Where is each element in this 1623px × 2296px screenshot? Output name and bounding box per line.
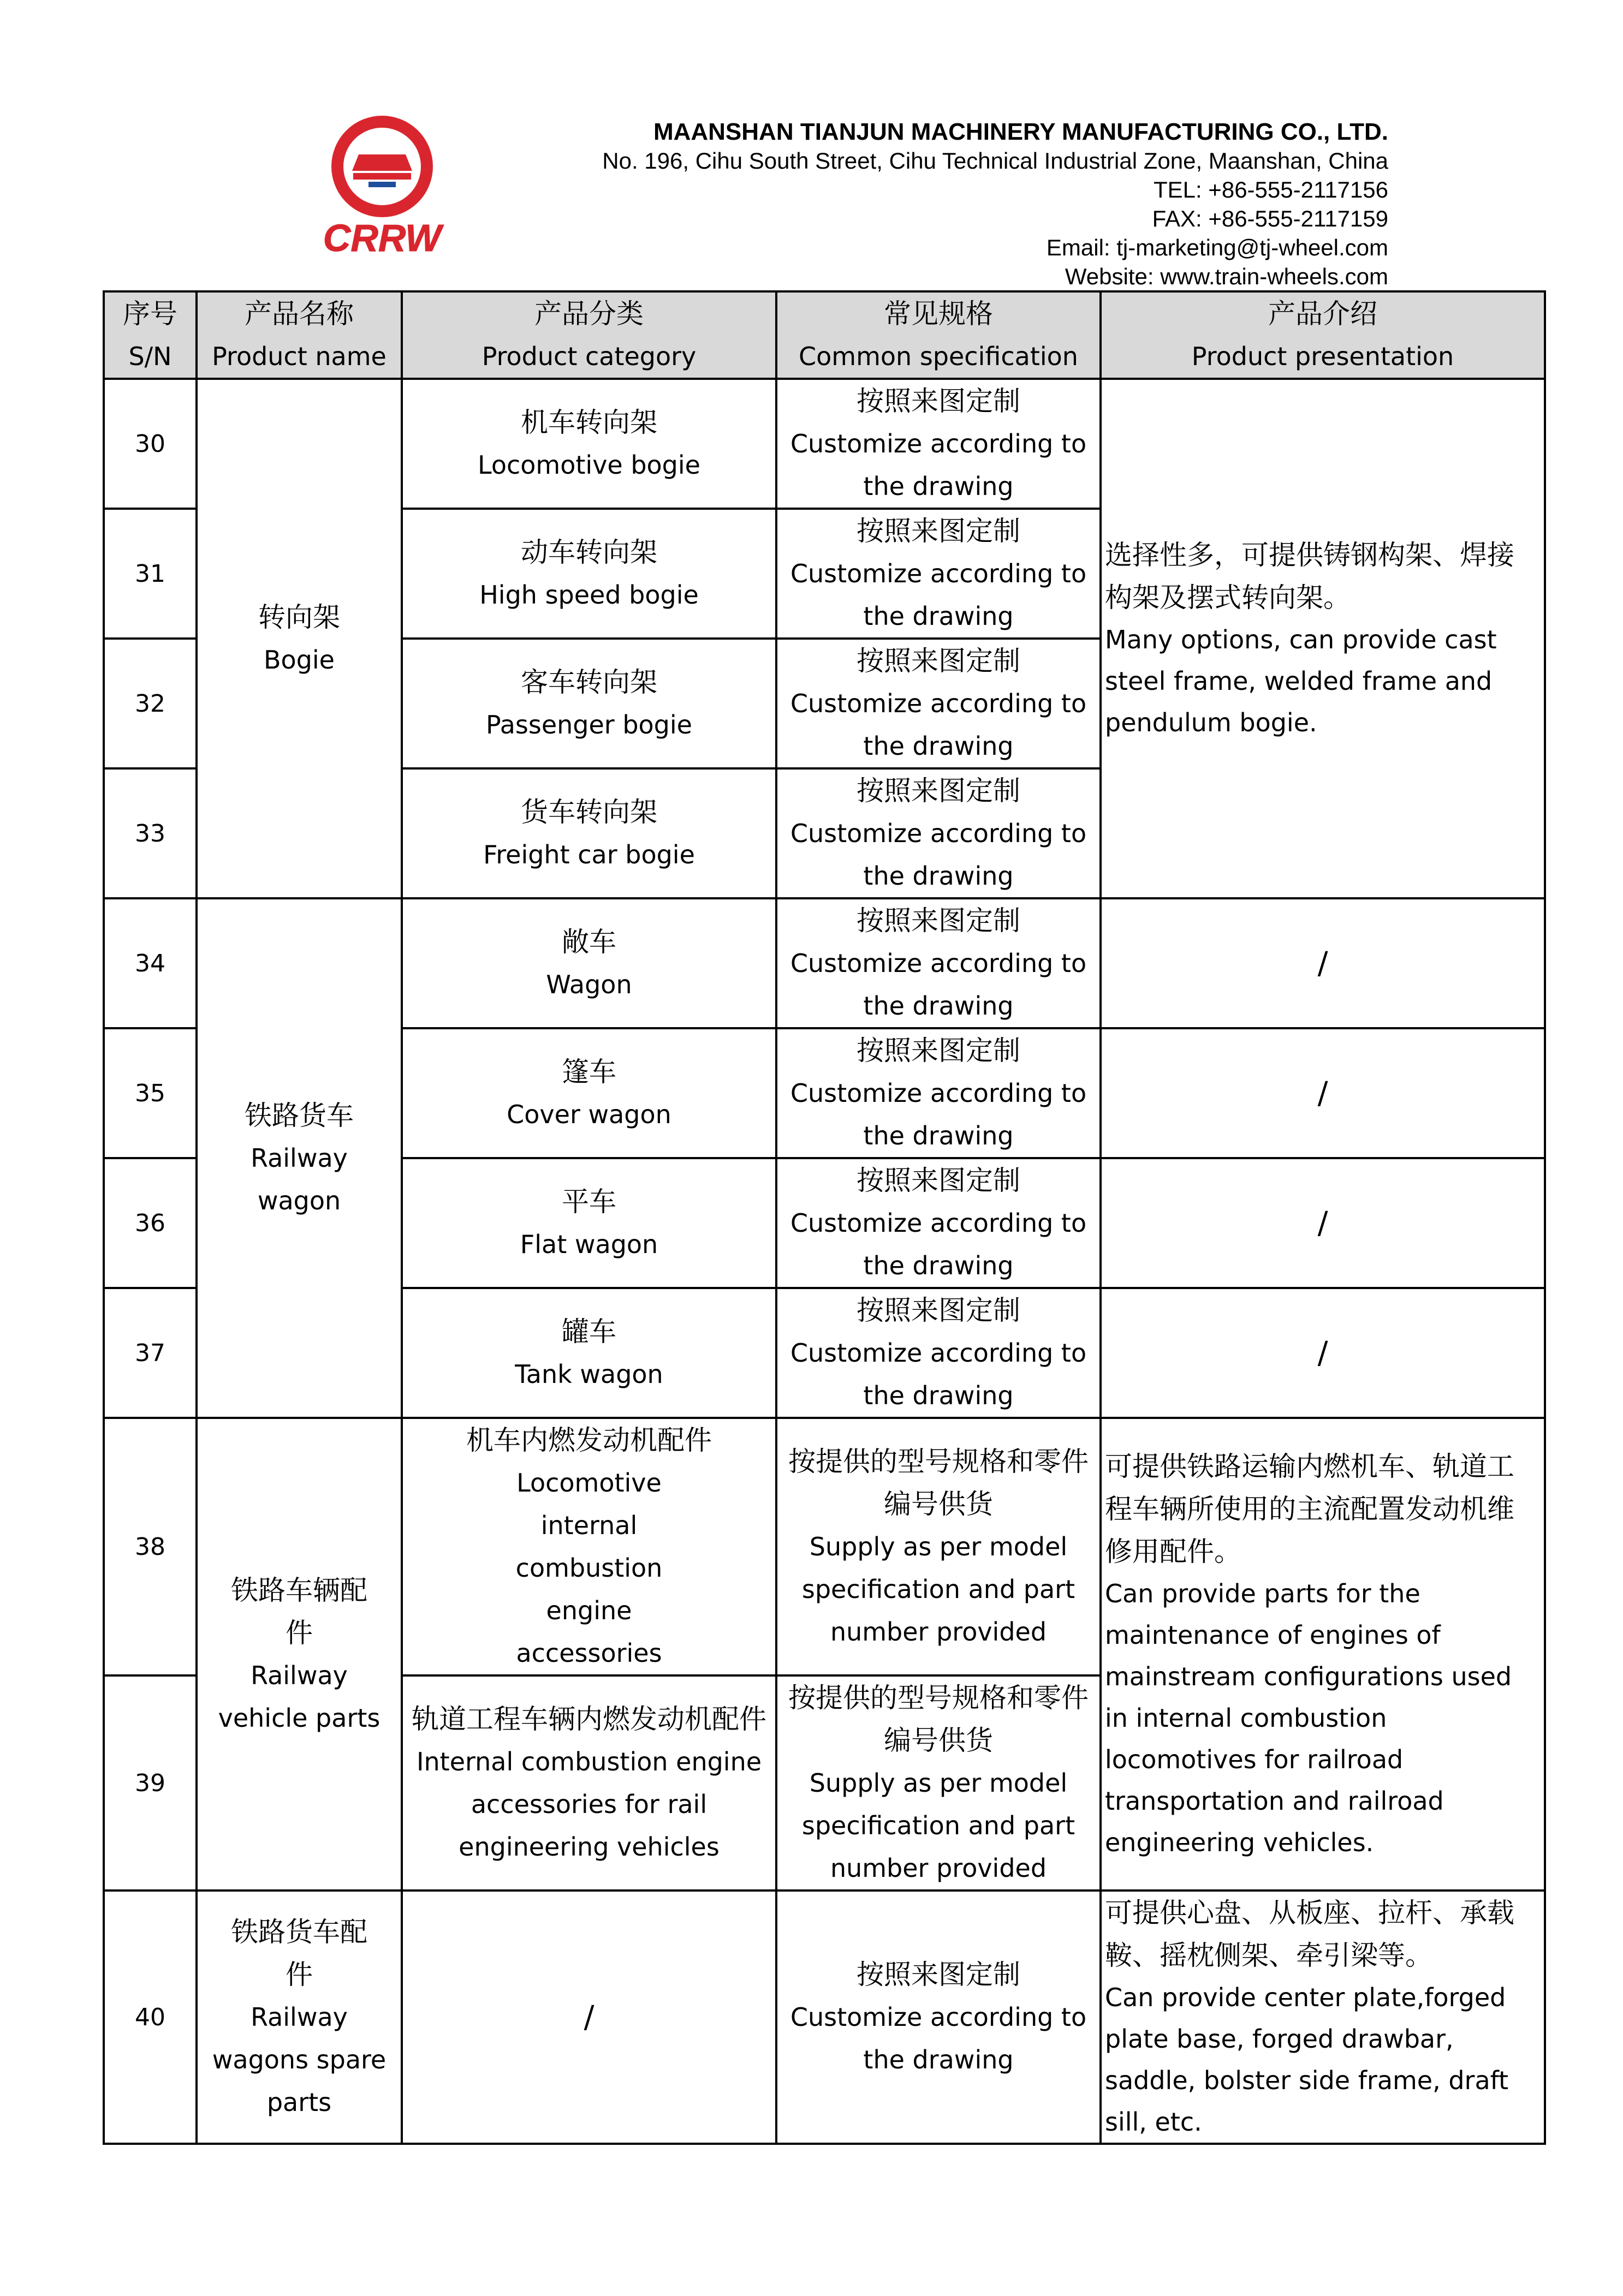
row-sn: 31	[104, 509, 197, 639]
common-specification: 按照来图定制 Customize according to the drawing	[776, 509, 1101, 639]
table-row	[104, 1891, 1545, 2144]
header-sn: 序号 S/N	[104, 291, 197, 379]
table-row	[104, 379, 1545, 509]
product-category: 平车 Flat wagon	[402, 1158, 776, 1288]
header-common-specification: 常见规格 Common specification	[776, 291, 1101, 379]
row-sn: 40	[104, 1891, 197, 2144]
row-sn: 37	[104, 1288, 197, 1418]
product-category: 货车转向架 Freight car bogie	[402, 768, 776, 898]
product-name-bogie: 转向架 Bogie	[197, 379, 402, 898]
company-email: Email: tj-marketing@tj-wheel.com	[1046, 235, 1388, 260]
product-category: 篷车 Cover wagon	[402, 1028, 776, 1158]
common-specification: 按照来图定制 Customize according to the drawing	[776, 1891, 1101, 2144]
row-sn: 34	[104, 898, 197, 1028]
product-name-railway-vehicle-parts: 铁路车辆配件 Railway vehicle parts	[197, 1418, 402, 1891]
company-header	[351, 117, 1388, 291]
common-specification: 按照来图定制 Customize according to the drawing	[776, 639, 1101, 768]
common-specification: 按照来图定制 Customize according to the drawing	[776, 898, 1101, 1028]
product-category: 罐车 Tank wagon	[402, 1288, 776, 1418]
common-specification: 按照来图定制 Customize according to the drawing	[776, 1158, 1101, 1288]
product-category: 动车转向架 High speed bogie	[402, 509, 776, 639]
common-specification: 按照来图定制 Customize according to the drawing	[776, 379, 1101, 509]
company-tel: TEL: +86-555-2117156	[1153, 177, 1388, 202]
product-table	[103, 290, 1546, 2145]
row-sn: 30	[104, 379, 197, 509]
product-category: 机车内燃发动机配件 Locomotive internal combustion engine accessories	[402, 1418, 776, 1675]
table-row	[104, 1418, 1545, 1675]
common-specification: 按提供的型号规格和零件编号供货 Supply as per model specification and part number provided	[776, 1418, 1101, 1675]
row-sn: 38	[104, 1418, 197, 1675]
table-header-row	[104, 291, 1545, 379]
presentation-empty: /	[1101, 1158, 1545, 1288]
header-product-presentation: 产品介绍 Product presentation	[1101, 291, 1545, 379]
product-category: /	[402, 1891, 776, 2144]
table-row	[104, 898, 1545, 1028]
company-address: No. 196, Cihu South Street, Cihu Technical Industrial Zone, Maanshan, China	[602, 148, 1388, 174]
company-website: Website: www.train-wheels.com	[1065, 264, 1388, 289]
company-fax: FAX: +86-555-2117159	[1152, 206, 1388, 231]
company-name: MAANSHAN TIANJUN MACHINERY MANUFACTURING CO., LTD.	[653, 118, 1388, 145]
presentation-vehicle-parts: 可提供铁路运输内燃机车、轨道工程车辆所使用的主流配置发动机维修用配件。 Can provide parts for the maintenance of engines of mainstream configurations used in internal combustion locomotives for railroad transportation and railroad engineering vehicles.	[1101, 1418, 1545, 1891]
header-product-name: 产品名称 Product name	[197, 291, 402, 379]
header-product-category: 产品分类 Product category	[402, 291, 776, 379]
row-sn: 35	[104, 1028, 197, 1158]
common-specification: 按照来图定制 Customize according to the drawing	[776, 1288, 1101, 1418]
product-category: 轨道工程车辆内燃发动机配件 Internal combustion engine accessories for rail engineering vehicles	[402, 1675, 776, 1891]
row-sn: 33	[104, 768, 197, 898]
row-sn: 39	[104, 1675, 197, 1891]
presentation-empty: /	[1101, 1288, 1545, 1418]
product-category: 客车转向架 Passenger bogie	[402, 639, 776, 768]
presentation-bogie: 选择性多，可提供铸钢构架、焊接构架及摆式转向架。 Many options, can provide cast steel frame, welded frame and pendulum bogie.	[1101, 379, 1545, 898]
product-name-railway-wagon: 铁路货车 Railway wagon	[197, 898, 402, 1418]
row-sn: 36	[104, 1158, 197, 1288]
presentation-empty: /	[1101, 898, 1545, 1028]
row-sn: 32	[104, 639, 197, 768]
product-category: 敞车 Wagon	[402, 898, 776, 1028]
presentation-empty: /	[1101, 1028, 1545, 1158]
product-name-railway-wagons-spare-parts: 铁路货车配件 Railway wagons spare parts	[197, 1891, 402, 2144]
common-specification: 按照来图定制 Customize according to the drawing	[776, 1028, 1101, 1158]
product-category: 机车转向架 Locomotive bogie	[402, 379, 776, 509]
logo-wordmark: CRRW	[323, 217, 442, 259]
common-specification: 按提供的型号规格和零件编号供货 Supply as per model specification and part number provided	[776, 1675, 1101, 1891]
presentation-spare-parts: 可提供心盘、从板座、拉杆、承载鞍、摇枕侧架、牵引梁等。 Can provide center plate,forged plate base, forged drawbar, saddle, bolster side frame, draft sill, etc.	[1101, 1891, 1545, 2144]
common-specification: 按照来图定制 Customize according to the drawing	[776, 768, 1101, 898]
